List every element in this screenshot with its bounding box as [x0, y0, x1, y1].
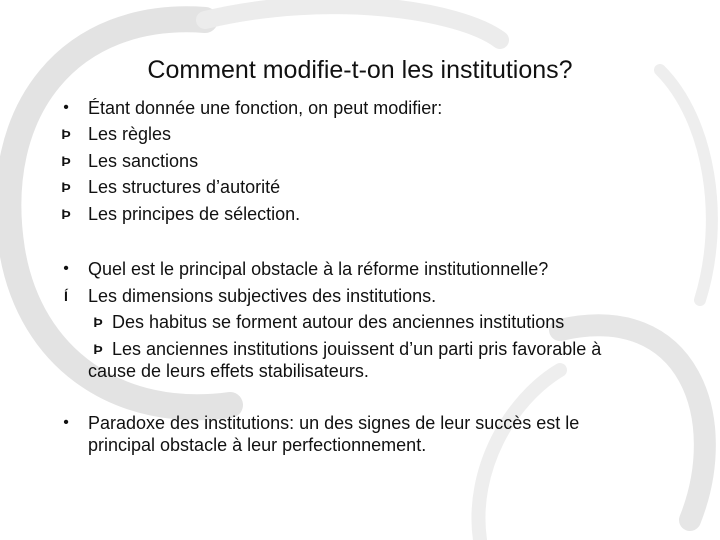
bullet-dot: • [63, 414, 69, 431]
bullet-arrow: Þ [61, 206, 71, 222]
section2-answer: Les dimensions subjectives des institutions. [88, 286, 437, 306]
section1-intro: Étant donnée une fonction, on peut modifier: [88, 98, 443, 118]
section2-question: Quel est le principal obstacle à la réforme institutionnelle? [88, 259, 549, 279]
bullet-arrow: Þ [93, 341, 103, 357]
section1-item: Les principes de sélection. [88, 204, 301, 224]
section1-item: Les structures d’autorité [88, 177, 281, 197]
section1-item: Les règles [88, 124, 172, 144]
section3-line: principal obstacle à leur perfectionnement. [88, 435, 427, 455]
bullet-arrow-alt: Í [64, 288, 68, 304]
bullet-arrow: Þ [61, 153, 71, 169]
section1-item: Les sanctions [88, 151, 199, 171]
section2-sub-item: Des habitus se forment autour des anciennes institutions [112, 312, 565, 332]
bullet-dot: • [63, 99, 69, 116]
section2-sub-continuation: cause de leurs effets stabilisateurs. [88, 361, 369, 381]
section3-line: Paradoxe des institutions: un des signes de leur succès est le [88, 413, 580, 433]
section2-sub-item: Les anciennes institutions jouissent d’un parti pris favorable à [112, 339, 602, 359]
bullet-arrow: Þ [61, 179, 71, 195]
slide-title: Comment modifie-t-on les institutions? [147, 56, 573, 84]
bullet-arrow: Þ [61, 126, 71, 142]
bullet-dot: • [63, 260, 69, 277]
bullet-arrow: Þ [93, 314, 103, 330]
